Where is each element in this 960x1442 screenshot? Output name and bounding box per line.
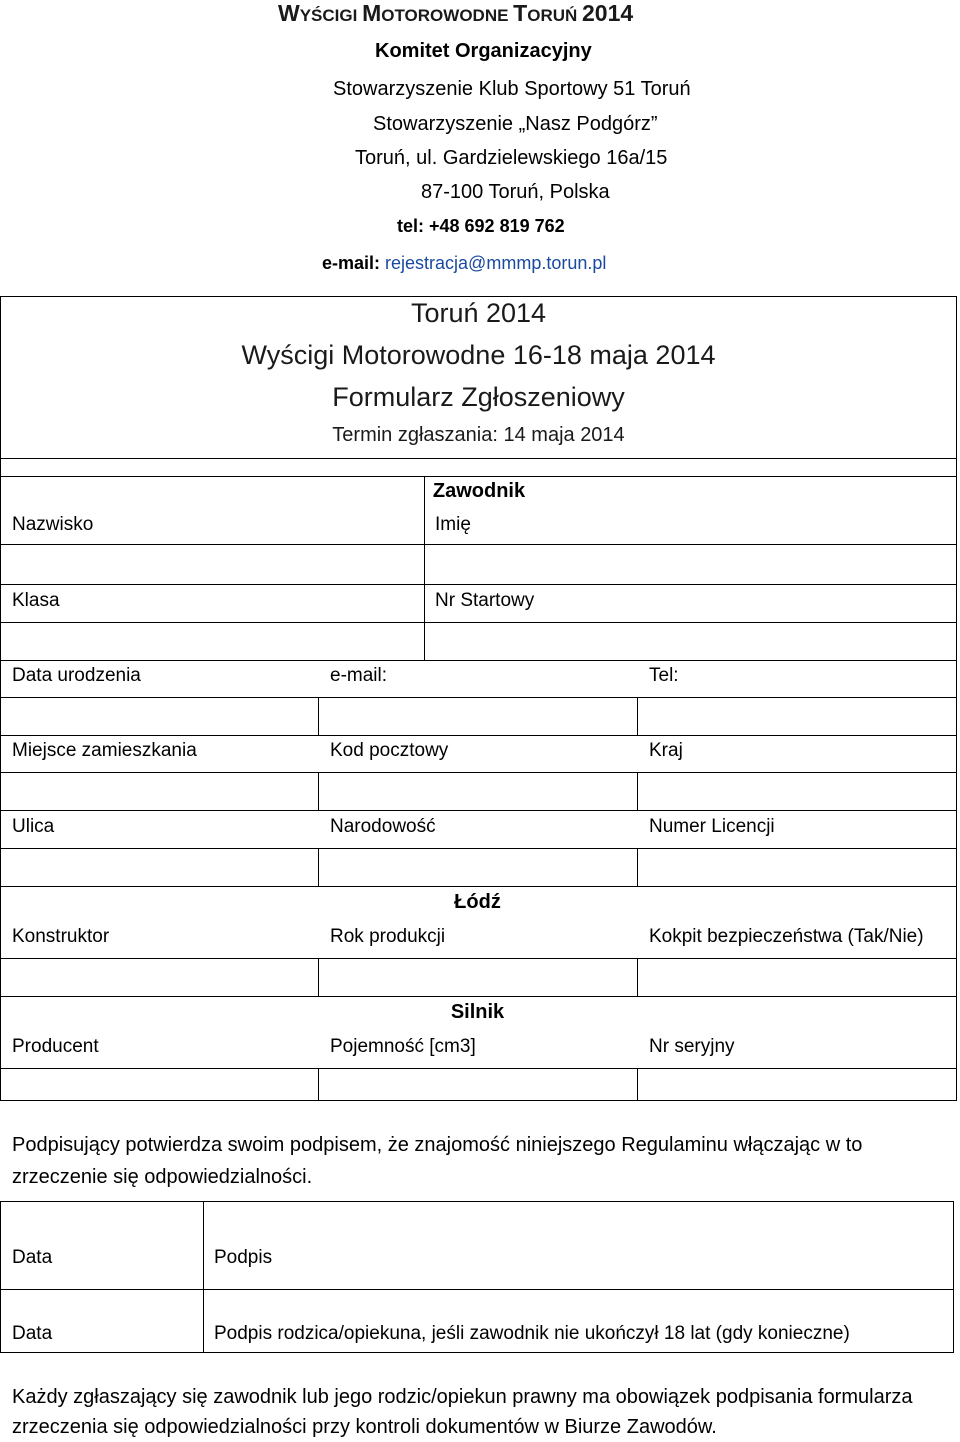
divider (0, 1289, 954, 1290)
footer-note (12, 1382, 957, 1442)
form-deadline: Termin zgłaszania: 14 maja 2014 (332, 424, 625, 446)
divider (318, 958, 319, 996)
divider (637, 1068, 638, 1101)
form-event-name: Wyścigi Motorowodne 16-18 maja 2014 (241, 340, 716, 370)
divider (0, 772, 957, 773)
divider (0, 958, 957, 959)
divider (424, 476, 425, 544)
divider (424, 584, 425, 622)
divider (0, 886, 957, 887)
label-rok: Rok produkcji (330, 926, 446, 947)
label-nr-startowy: Nr Startowy (435, 590, 535, 611)
divider (424, 544, 425, 584)
divider (0, 996, 957, 997)
divider (0, 735, 957, 736)
org-line-1: Stowarzyszenie Klub Sportowy 51 Toruń (333, 78, 691, 100)
label-pojemnosc: Pojemność [cm3] (330, 1036, 476, 1057)
label-email: e-mail: (330, 665, 388, 686)
label-producent: Producent (12, 1036, 99, 1057)
label-miejsce: Miejsce zamieszkania (12, 740, 197, 761)
divider (0, 1201, 954, 1202)
form-city-year: Toruń 2014 (410, 298, 547, 328)
divider (318, 772, 319, 810)
declaration-line-2: zrzeczenie się odpowiedzialności. (12, 1166, 313, 1188)
label-data-2: Data (12, 1323, 53, 1344)
divider (637, 848, 638, 886)
divider (0, 622, 957, 623)
divider (318, 1068, 319, 1101)
divider (0, 697, 957, 698)
label-konstruktor: Konstruktor (12, 926, 110, 947)
event-title: WYŚCIGI MOTOROWODNE TORUŃ 2014 (278, 0, 634, 26)
divider (637, 697, 638, 735)
label-data-urodzenia: Data urodzenia (12, 665, 141, 686)
form-top-border (0, 296, 957, 297)
divider (0, 1352, 954, 1353)
divider (0, 1201, 1, 1353)
divider (0, 544, 957, 545)
divider (203, 1201, 204, 1353)
footer-line-2: zrzeczenia się odpowiedzialności przy kontroli dokumentów w Biurze Zawodów. (12, 1416, 717, 1438)
label-ulica: Ulica (12, 816, 55, 837)
divider (0, 810, 957, 811)
label-nr-seryjny: Nr seryjny (649, 1036, 735, 1057)
divider (0, 660, 957, 661)
divider (0, 476, 957, 477)
declaration-text (12, 1129, 952, 1193)
label-nazwisko: Nazwisko (12, 514, 94, 535)
label-podpis-2: Podpis rodzica/opiekuna, jeśli zawodnik nie ukończył 18 lat (gdy konieczne) (214, 1323, 850, 1344)
divider (0, 848, 957, 849)
address-line-1: Toruń, ul. Gardzielewskiego 16a/15 (355, 147, 668, 169)
form-title: Formularz Zgłoszeniowy (332, 382, 625, 412)
label-imie: Imię (435, 514, 471, 535)
email-line (322, 253, 606, 274)
committee-heading: Komitet Organizacyjny (375, 40, 592, 62)
label-kokpit: Kokpit bezpieczeństwa (Tak/Nie) (649, 926, 924, 947)
label-data-1: Data (12, 1247, 53, 1268)
section-lodz: Łódź (454, 891, 501, 913)
email-link[interactable]: rejestracja@mmmp.torun.pl (385, 253, 607, 273)
label-klasa: Klasa (12, 590, 60, 611)
section-silnik: Silnik (450, 1001, 505, 1023)
form-left-border (0, 296, 1, 1101)
divider (318, 848, 319, 886)
divider (637, 772, 638, 810)
section-zawodnik: Zawodnik (432, 480, 526, 502)
label-narodowosc: Narodowość (330, 816, 436, 837)
divider (0, 584, 957, 585)
label-kraj: Kraj (649, 740, 683, 761)
form-right-border (956, 296, 957, 1101)
label-tel: Tel: (649, 665, 679, 686)
address-line-2: 87-100 Toruń, Polska (421, 181, 610, 203)
label-kod: Kod pocztowy (330, 740, 449, 761)
divider (0, 1068, 957, 1069)
divider (637, 958, 638, 996)
phone: tel: +48 692 819 762 (397, 216, 565, 236)
divider (424, 622, 425, 660)
email-label: e-mail: (322, 253, 386, 273)
divider (0, 458, 957, 459)
divider (0, 1100, 957, 1101)
label-licencja: Numer Licencji (649, 816, 775, 837)
footer-line-1: Każdy zgłaszający się zawodnik lub jego rodzic/opiekun prawny ma obowiązek podpisania formularza (12, 1386, 913, 1408)
declaration-line-1: Podpisujący potwierdza swoim podpisem, że znajomość niniejszego Regulaminu włączając w to (12, 1134, 863, 1156)
org-line-2: Stowarzyszenie „Nasz Podgórz” (373, 113, 658, 135)
divider (953, 1201, 954, 1353)
divider (318, 697, 319, 735)
label-podpis-1: Podpis (214, 1247, 273, 1268)
